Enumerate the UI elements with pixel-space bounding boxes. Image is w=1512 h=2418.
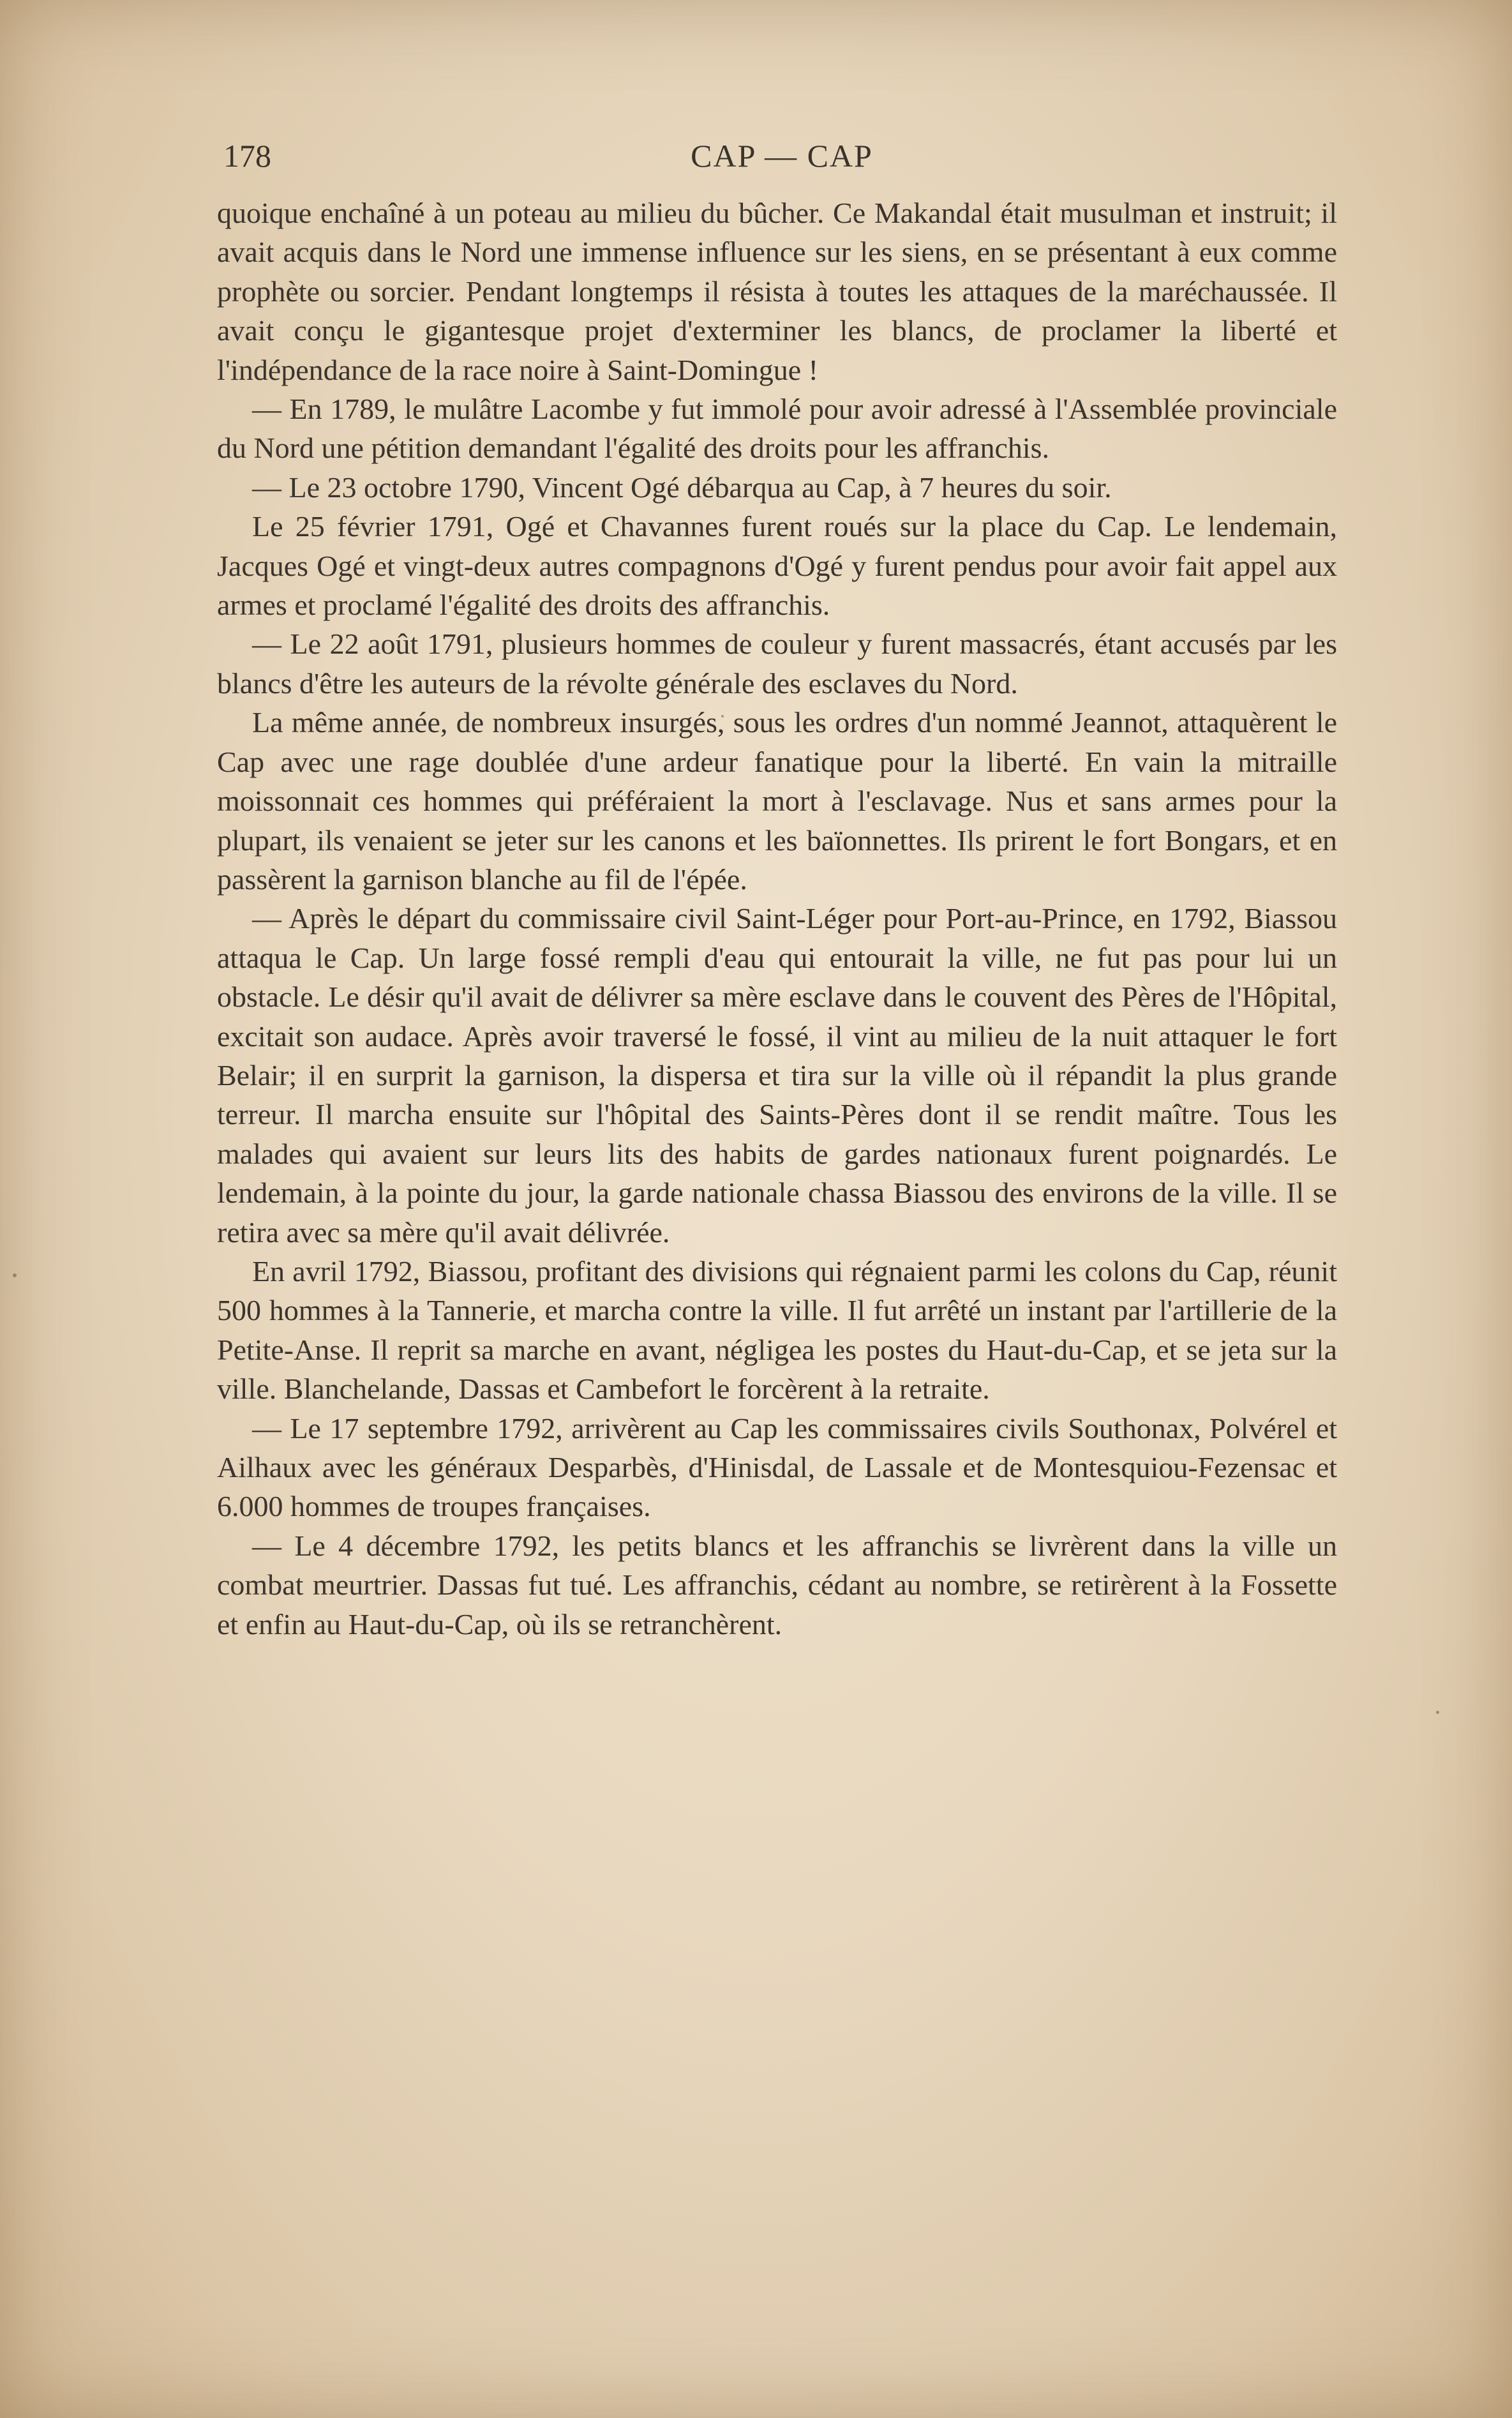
paragraph-septembre-1792: — Le 17 septembre 1792, arrivèrent au Cap les commissaires civils Southonax, Polvérel et Ailhaux avec les généraux Desparbès, d'Hinisdal, de Lassale et de Montesquiou-Fezensac et 6.000 hommes de troupes françaises. [217, 1411, 1337, 1523]
paragraph-aout-1791: — Le 22 août 1791, plusieurs hommes de couleur y furent massacrés, étant accusés par les blancs d'être les auteurs de la révolte générale des esclaves du Nord. [217, 627, 1337, 700]
paper-speck [721, 715, 724, 717]
paragraph-biassou-attack: — Après le départ du commissaire civil Saint-Léger pour Port-au-Prince, en 1792, Biassou attaqua le Cap. Un large fossé rempli d'eau qui entourait la ville, ne fut pas pour lui un obstacle. Le désir qu'il avait de délivrer sa mère esclave dans le couvent des Pères de l'Hôpital, excitait son audace. Après avoir traversé le fossé, il vint au milieu de la nuit attaquer le fort Belair; il en surprit la garnison, la dispersa et tira sur la ville où il répandit la plus grande terreur. Il marcha ensuite sur l'hôpital des Saints-Pères dont il se rendit maître. Tous les malades qui avaient sur leurs lits des habits de gardes nationaux furent poignardés. Le lendemain, à la pointe du jour, la garde nationale chassa Biassou des environs de la ville. Il se retira avec sa mère qu'il avait délivrée. [217, 902, 1337, 1249]
page-number: 178 [223, 138, 271, 174]
paragraph-jeannot: La même année, de nombreux insurgés, sous les ordres d'un nommé Jeannot, attaquèrent le Cap avec une rage doublée d'une ardeur fanatique pour la liberté. En vain la mitraille moissonnait ces hommes qui préféraient la mort à l'esclavage. Nus et sans armes pour la plupart, ils venaient se jeter sur les canons et les baïonnettes. Ils prirent le fort Bongars, et en passèrent la garnison blanche au fil de l'épée. [217, 706, 1337, 896]
paragraph-makandal: quoique enchaîné à un poteau au milieu du bûcher. Ce Makandal était musulman et instruit; il avait acquis dans le Nord une immense influence sur les siens, en se présentant à eux comme prophète ou sorcier. Pendant longtemps il résista à toutes les attaques de la maréchaussée. Il avait conçu le gigantesque projet d'exterminer les blancs, de proclamer la liberté et l'indépendance de la race noire à Saint-Domingue ! [217, 197, 1337, 386]
paper-speck [1436, 1711, 1439, 1714]
paragraph-fevrier-1791: Le 25 février 1791, Ogé et Chavannes furent roués sur la place du Cap. Le lendemain, Jacques Ogé et vingt-deux autres compagnons d'Ogé y furent pendus pour avoir fait appel aux armes et proclamé l'égalité des droits des affranchis. [217, 510, 1337, 622]
paragraph-decembre-1792: — Le 4 décembre 1792, les petits blancs et les affranchis se livrèrent dans la ville un combat meurtrier. Dassas fut tué. Les affranchis, cédant au nombre, se retirèrent à la Fossette et enfin au Haut-du-Cap, où ils se retranchèrent. [217, 1529, 1337, 1641]
paragraph-1789: — En 1789, le mulâtre Lacombe y fut immolé pour avoir adressé à l'Assemblée provinciale du Nord une pétition demandant l'égalité des droits pour les affranchis. [217, 393, 1337, 465]
paragraph-1790: — Le 23 octobre 1790, Vincent Ogé débarqua au Cap, à 7 heures du soir. [252, 470, 1112, 504]
running-head: CAP — CAP [691, 138, 873, 174]
paper-speck [13, 1273, 17, 1277]
body-text [217, 193, 1337, 1644]
page-header [223, 137, 1340, 182]
paragraph-avril-1792: En avril 1792, Biassou, profitant des divisions qui régnaient parmi les colons du Cap, réunit 500 hommes à la Tannerie, et marcha contre la ville. Il fut arrêté un instant par l'artillerie de la Petite-Anse. Il reprit sa marche en avant, négligea les postes du Haut-du-Cap, et se jeta sur la ville. Blanchelande, Dassas et Cambefort le forcèrent à la retraite. [217, 1254, 1337, 1406]
